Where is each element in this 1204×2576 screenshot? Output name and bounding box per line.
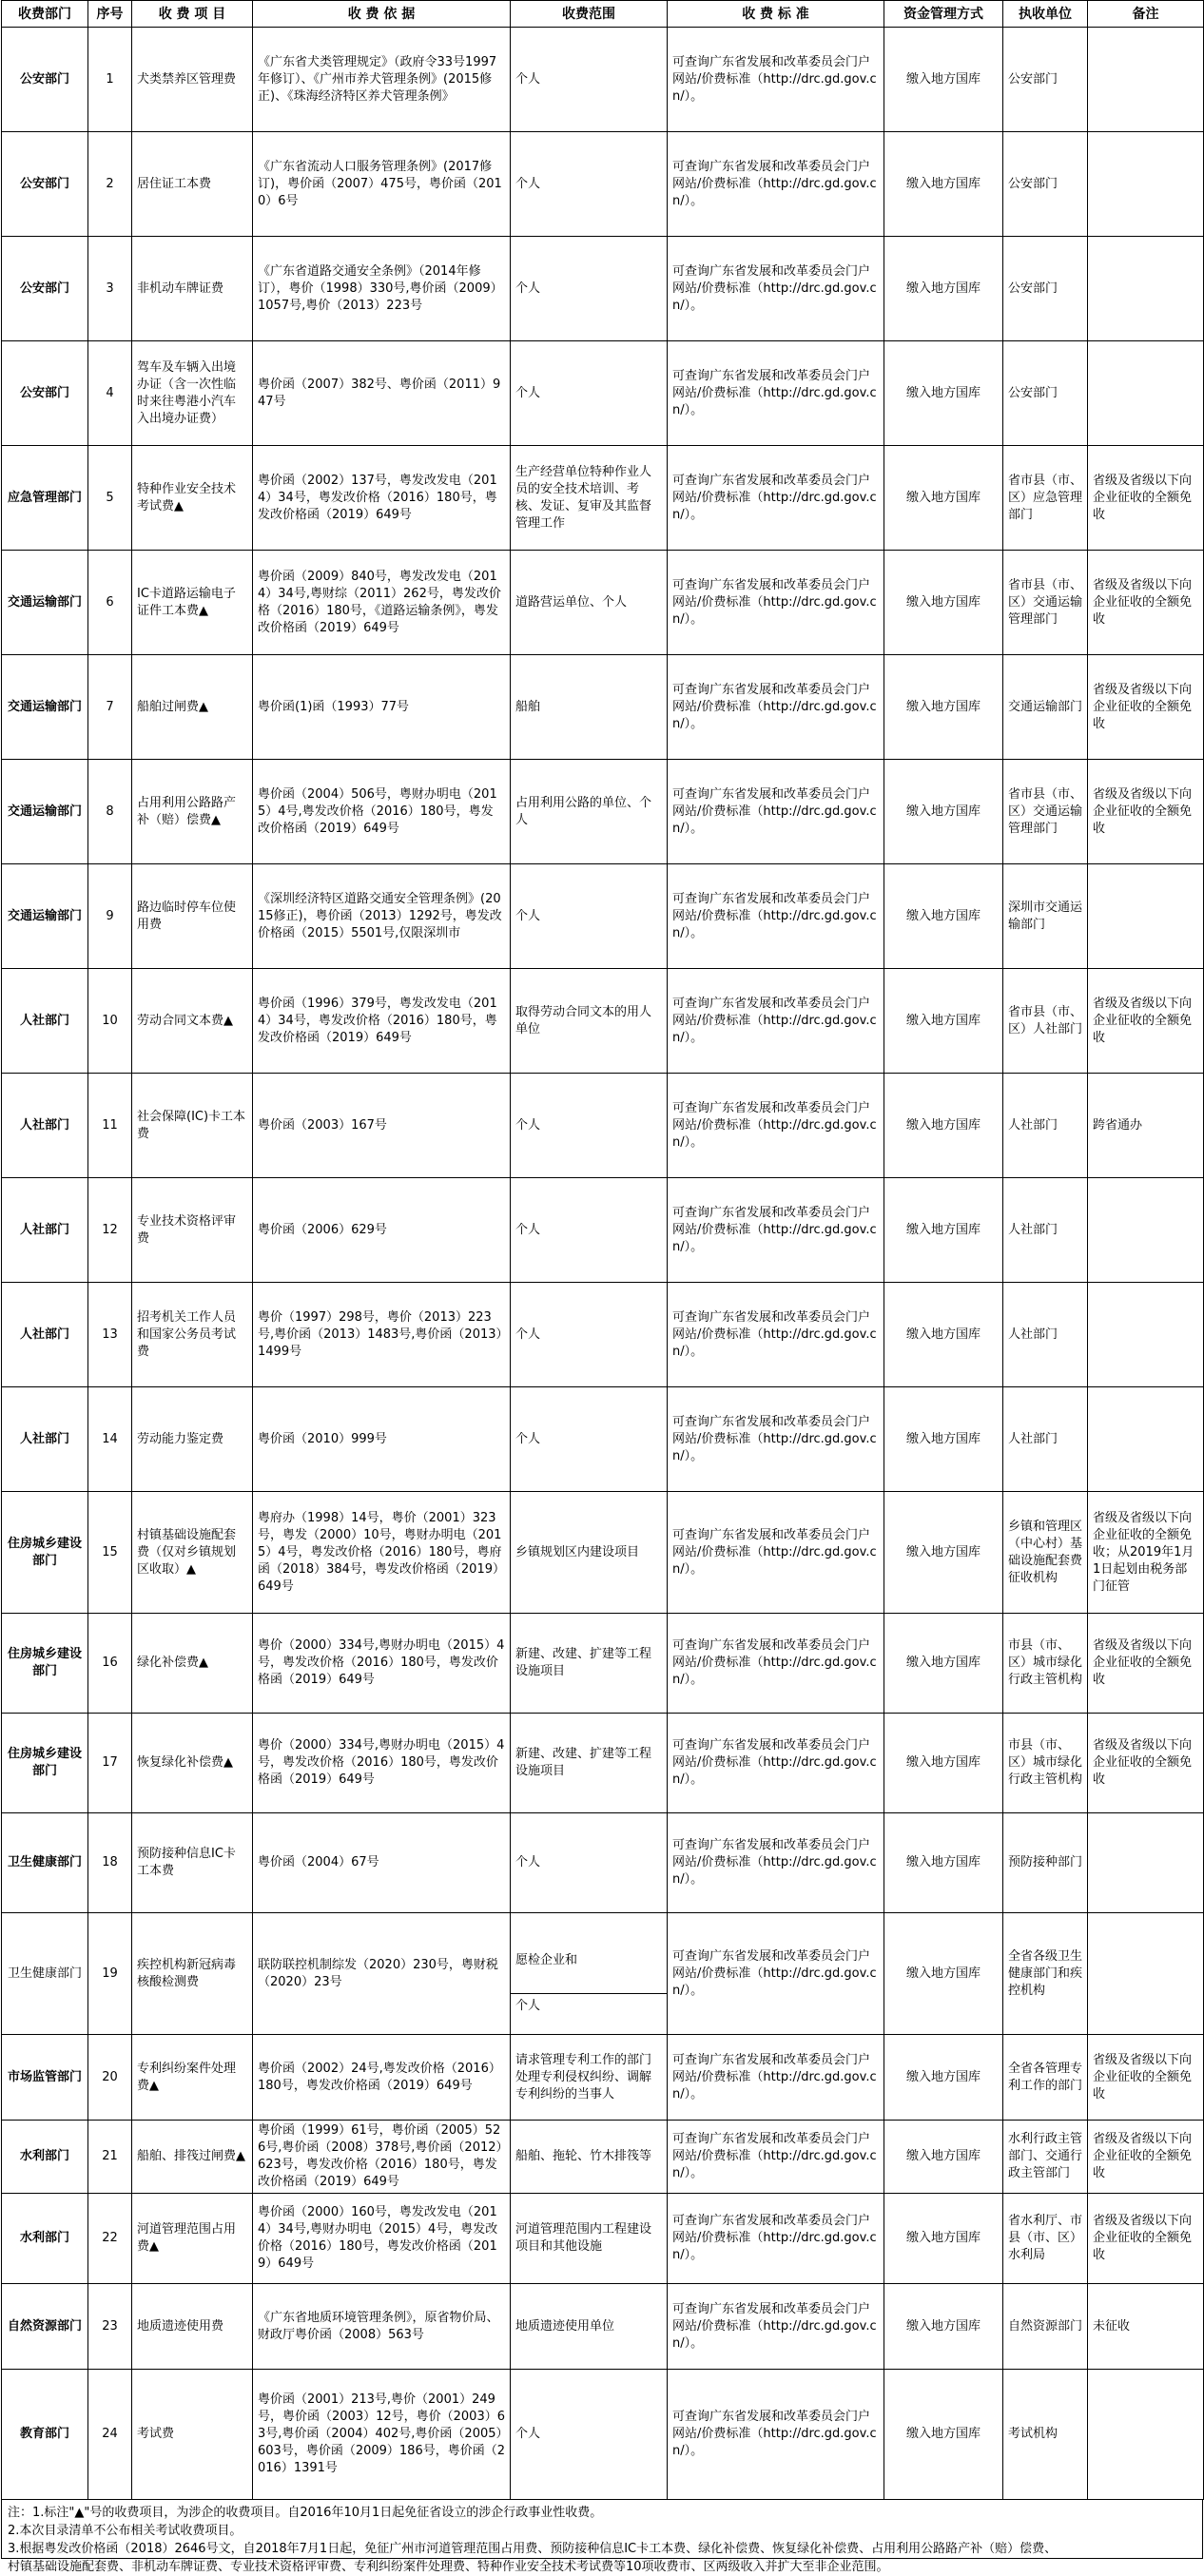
table-row — [2, 2370, 1204, 2500]
table-row — [2, 237, 1204, 341]
cell-scope: 河道管理范围内工程建设项目和其他设施 — [511, 2194, 668, 2284]
cell-idx: 22 — [88, 2194, 132, 2284]
cell-note — [1088, 1178, 1204, 1283]
cell-note: 省级及省级以下向企业征收的全额免收 — [1088, 551, 1204, 655]
cell-item: 非机动车牌证费 — [132, 237, 253, 341]
cell-basis: 《广东省地质环境管理条例》，原省物价局、财政厅粤价函（2008）563号 — [253, 2284, 511, 2370]
header-scope: 收费范围 — [511, 1, 668, 28]
cell-unit: 全省各管理专利工作的部门 — [1003, 2035, 1088, 2121]
cell-mgmt: 缴入地方国库 — [884, 1387, 1003, 1492]
cell-dept: 公安部门 — [2, 341, 88, 446]
cell-note — [1088, 132, 1204, 237]
cell-scope: 个人 — [511, 341, 668, 446]
cell-scope: 新建、改建、扩建等工程设施项目 — [511, 1614, 668, 1714]
cell-mgmt: 缴入地方国库 — [884, 2121, 1003, 2194]
cell-note: 省级及省级以下向企业征收的全额免收 — [1088, 2121, 1204, 2194]
cell-basis: 《广东省流动人口服务管理条例》(2017修订)，粤价函（2007）475号，粤价函（2010）6号 — [253, 132, 511, 237]
cell-idx: 13 — [88, 1283, 132, 1387]
notes-section — [1, 2500, 1203, 2574]
table-row — [2, 28, 1204, 132]
cell-item: 村镇基础设施配套费（仅对乡镇规划区收取）▲ — [132, 1492, 253, 1614]
cell-mgmt: 缴入地方国库 — [884, 2370, 1003, 2500]
cell-idx: 4 — [88, 341, 132, 446]
cell-dept: 公安部门 — [2, 132, 88, 237]
cell-basis: 粤价函（2002）24号,粤发改价格（2016）180号，粤发改价格函（2019）649号 — [253, 2035, 511, 2121]
cell-note — [1088, 1813, 1204, 1913]
cell-dept: 住房城乡建设部门 — [2, 1614, 88, 1714]
cell-item: 路边临时停车位使用费 — [132, 864, 253, 969]
cell-idx: 12 — [88, 1178, 132, 1283]
cell-dept: 人社部门 — [2, 1387, 88, 1492]
cell-note — [1088, 1387, 1204, 1492]
cell-item: 特种作业安全技术考试费▲ — [132, 446, 253, 551]
cell-std: 可查询广东省发展和改革委员会门户网站/价费标准（http://drc.gd.gov.cn/）。 — [668, 1813, 884, 1913]
cell-dept: 住房城乡建设部门 — [2, 1492, 88, 1614]
cell-idx: 6 — [88, 551, 132, 655]
cell-dept: 教育部门 — [2, 2370, 88, 2500]
cell-note: 省级及省级以下向企业征收的全额免收 — [1088, 2194, 1204, 2284]
cell-note: 省级及省级以下向企业征收的全额免收 — [1088, 760, 1204, 864]
table-row — [2, 1714, 1204, 1813]
cell-idx: 21 — [88, 2121, 132, 2194]
cell-idx: 19 — [88, 1913, 132, 2035]
cell-note — [1088, 341, 1204, 446]
cell-idx: 8 — [88, 760, 132, 864]
cell-item: 绿化补偿费▲ — [132, 1614, 253, 1714]
cell-idx: 20 — [88, 2035, 132, 2121]
cell-note: 省级及省级以下向企业征收的全额免收 — [1088, 655, 1204, 760]
cell-idx: 18 — [88, 1813, 132, 1913]
cell-item: 专利纠纷案件处理费▲ — [132, 2035, 253, 2121]
cell-idx: 16 — [88, 1614, 132, 1714]
note-line: 村镇基础设施配套费、非机动车牌证费、专业技术资格评审费、专利纠纷案件处理费、特种作业安全技术考试费等10项收费市、区两级收入并扩大至非企业范围。 — [8, 2560, 889, 2574]
cell-basis: 粤价函（1996）379号，粤发改发电（2014）34号，粤发改价格（2016）180号，粤发改价格函（2019）649号 — [253, 969, 511, 1074]
cell-dept: 市场监管部门 — [2, 2035, 88, 2121]
cell-scope: 生产经营单位特种作业人员的安全技术培训、考核、发证、复审及其监督管理工作 — [511, 446, 668, 551]
cell-basis: 粤价函（2009）840号，粤发改发电（2014）34号,粤财综（2011）262号，粤发改价格（2016）180号，《道路运输条例》，粤发改价格函（2019）649号 — [253, 551, 511, 655]
cell-mgmt: 缴入地方国库 — [884, 1913, 1003, 2035]
cell-scope: 船舶 — [511, 655, 668, 760]
cell-item: 考试费 — [132, 2370, 253, 2500]
cell-unit: 人社部门 — [1003, 1387, 1088, 1492]
cell-item: IC卡道路运输电子证件工本费▲ — [132, 551, 253, 655]
table-row — [2, 1387, 1204, 1492]
cell-std: 可查询广东省发展和改革委员会门户网站/价费标准（http://drc.gd.gov.cn/）。 — [668, 132, 884, 237]
cell-std: 可查询广东省发展和改革委员会门户网站/价费标准（http://drc.gd.gov.cn/）。 — [668, 1614, 884, 1714]
cell-mgmt: 缴入地方国库 — [884, 1283, 1003, 1387]
cell-basis: 粤价函（2010）999号 — [253, 1387, 511, 1492]
cell-unit: 自然资源部门 — [1003, 2284, 1088, 2370]
cell-mgmt: 缴入地方国库 — [884, 341, 1003, 446]
cell-unit: 公安部门 — [1003, 28, 1088, 132]
cell-scope: 个人 — [511, 1813, 668, 1913]
cell-scope: 个人 — [511, 864, 668, 969]
cell-unit: 水利行政主管部门、交通行政主管部门 — [1003, 2121, 1088, 2194]
cell-basis: 粤价函（2004）67号 — [253, 1813, 511, 1913]
table-row — [2, 1074, 1204, 1178]
cell-std: 可查询广东省发展和改革委员会门户网站/价费标准（http://drc.gd.gov.cn/）。 — [668, 28, 884, 132]
cell-basis: 粤府办（1998）14号，粤价（2001）323号，粤发（2000）10号，粤财办明电（2015）4号，粤发改价格（2016）180号，粤府函（2018）384号，粤发改价格函（2019）649号 — [253, 1492, 511, 1614]
header-basis: 收 费 依 据 — [253, 1, 511, 28]
cell-unit: 市县（市、区）城市绿化行政主管机构 — [1003, 1614, 1088, 1714]
cell-note: 省级及省级以下向企业征收的全额免收 — [1088, 969, 1204, 1074]
cell-note: 跨省通办 — [1088, 1074, 1204, 1178]
cell-item: 船舶、排筏过闸费▲ — [132, 2121, 253, 2194]
header-mgmt: 资金管理方式 — [884, 1, 1003, 28]
cell-unit: 市县（市、区）城市绿化行政主管机构 — [1003, 1714, 1088, 1813]
cell-dept: 住房城乡建设部门 — [2, 1714, 88, 1813]
cell-idx: 17 — [88, 1714, 132, 1813]
cell-unit: 全省各级卫生健康部门和疾控机构 — [1003, 1913, 1088, 2035]
cell-idx: 24 — [88, 2370, 132, 2500]
cell-unit: 省市县（市、区）人社部门 — [1003, 969, 1088, 1074]
cell-item: 劳动能力鉴定费 — [132, 1387, 253, 1492]
cell-std: 可查询广东省发展和改革委员会门户网站/价费标准（http://drc.gd.gov.cn/）。 — [668, 2284, 884, 2370]
table-row — [2, 1614, 1204, 1714]
cell-scope: 个人 — [511, 1387, 668, 1492]
cell-scope: 个人 — [511, 1178, 668, 1283]
cell-unit: 省市县（市、区）交通运输管理部门 — [1003, 551, 1088, 655]
table-row — [2, 2121, 1204, 2194]
cell-basis: 粤价（2000）334号,粤财办明电（2015）4号，粤发改价格（2016）180号，粤发改价格函（2019）649号 — [253, 1714, 511, 1813]
cell-std: 可查询广东省发展和改革委员会门户网站/价费标准（http://drc.gd.gov.cn/）。 — [668, 1283, 884, 1387]
table-row — [2, 1283, 1204, 1387]
cell-mgmt: 缴入地方国库 — [884, 2035, 1003, 2121]
cell-scope: 占用利用公路的单位、个人 — [511, 760, 668, 864]
cell-note — [1088, 864, 1204, 969]
note-line: 3.根据粤发改价格函（2018）2646号文，自2018年7月1日起，免征广州市河道管理范围占用费、预防接种信息IC卡工本费、绿化补偿费、恢复绿化补偿费、占用利用公路路产补（赔）偿费、 — [8, 2542, 1058, 2556]
cell-std: 可查询广东省发展和改革委员会门户网站/价费标准（http://drc.gd.gov.cn/）。 — [668, 760, 884, 864]
cell-item: 恢复绿化补偿费▲ — [132, 1714, 253, 1813]
cell-scope: 地质遗迹使用单位 — [511, 2284, 668, 2370]
cell-note — [1088, 1913, 1204, 2035]
cell-note: 省级及省级以下向企业征收的全额免收 — [1088, 1614, 1204, 1714]
cell-mgmt: 缴入地方国库 — [884, 2194, 1003, 2284]
header-row — [2, 1, 1204, 28]
cell-std: 可查询广东省发展和改革委员会门户网站/价费标准（http://drc.gd.gov.cn/）。 — [668, 1492, 884, 1614]
cell-std: 可查询广东省发展和改革委员会门户网站/价费标准（http://drc.gd.gov.cn/）。 — [668, 1714, 884, 1813]
cell-mgmt: 缴入地方国库 — [884, 760, 1003, 864]
cell-std: 可查询广东省发展和改革委员会门户网站/价费标准（http://drc.gd.gov.cn/）。 — [668, 2194, 884, 2284]
cell-item: 居住证工本费 — [132, 132, 253, 237]
cell-scope: 乡镇规划区内建设项目 — [511, 1492, 668, 1614]
cell-dept: 交通运输部门 — [2, 760, 88, 864]
table-row — [2, 132, 1204, 237]
cell-dept: 人社部门 — [2, 969, 88, 1074]
fee-table-body — [2, 28, 1204, 2500]
cell-mgmt: 缴入地方国库 — [884, 969, 1003, 1074]
cell-mgmt: 缴入地方国库 — [884, 864, 1003, 969]
cell-item: 驾车及车辆入出境办证（含一次性临时来往粤港小汽车入出境办证费） — [132, 341, 253, 446]
cell-std: 可查询广东省发展和改革委员会门户网站/价费标准（http://drc.gd.gov.cn/）。 — [668, 655, 884, 760]
cell-mgmt: 缴入地方国库 — [884, 1074, 1003, 1178]
cell-dept: 水利部门 — [2, 2121, 88, 2194]
cell-item: 河道管理范围占用费▲ — [132, 2194, 253, 2284]
cell-item: 犬类禁养区管理费 — [132, 28, 253, 132]
cell-note: 省级及省级以下向企业征收的全额免收 — [1088, 1714, 1204, 1813]
header-note: 备注 — [1088, 1, 1204, 28]
cell-std: 可查询广东省发展和改革委员会门户网站/价费标准（http://drc.gd.gov.cn/）。 — [668, 1178, 884, 1283]
cell-unit: 乡镇和管理区（中心村）基础设施配套费征收机构 — [1003, 1492, 1088, 1614]
header-item: 收 费 项 目 — [132, 1, 253, 28]
cell-std: 可查询广东省发展和改革委员会门户网站/价费标准（http://drc.gd.gov.cn/）。 — [668, 237, 884, 341]
cell-note: 省级及省级以下向企业征收的全额免收 — [1088, 2035, 1204, 2121]
cell-basis: 联防联控机制综发（2020）230号，粤财税（2020）23号 — [253, 1913, 511, 2035]
cell-mgmt: 缴入地方国库 — [884, 2284, 1003, 2370]
note-line: 2.本次目录清单不公布相关考试收费项目。 — [8, 2524, 243, 2538]
table-row — [2, 446, 1204, 551]
header-idx: 序号 — [88, 1, 132, 28]
header-unit: 执收单位 — [1003, 1, 1088, 28]
cell-idx: 1 — [88, 28, 132, 132]
cell-dept: 人社部门 — [2, 1074, 88, 1178]
cell-dept: 卫生健康部门 — [2, 1913, 88, 2035]
cell-unit: 人社部门 — [1003, 1178, 1088, 1283]
cell-unit: 省水利厅、市县（市、区）水利局 — [1003, 2194, 1088, 2284]
cell-mgmt: 缴入地方国库 — [884, 1714, 1003, 1813]
cell-idx: 7 — [88, 655, 132, 760]
cell-item: 招考机关工作人员和国家公务员考试费 — [132, 1283, 253, 1387]
cell-unit: 交通运输部门 — [1003, 655, 1088, 760]
cell-note — [1088, 237, 1204, 341]
cell-note — [1088, 28, 1204, 132]
cell-idx: 14 — [88, 1387, 132, 1492]
cell-idx: 5 — [88, 446, 132, 551]
cell-basis: 粤价函(1)函（1993）77号 — [253, 655, 511, 760]
cell-dept: 应急管理部门 — [2, 446, 88, 551]
cell-scope: 请求管理专利工作的部门处理专利侵权纠纷、调解专利纠纷的当事人 — [511, 2035, 668, 2121]
cell-std: 可查询广东省发展和改革委员会门户网站/价费标准（http://drc.gd.gov.cn/）。 — [668, 446, 884, 551]
cell-unit: 人社部门 — [1003, 1283, 1088, 1387]
cell-mgmt: 缴入地方国库 — [884, 28, 1003, 132]
cell-idx: 23 — [88, 2284, 132, 2370]
cell-basis: 《广东省道路交通安全条例》（2014年修订），粤价（1998）330号,粤价函（2009）1057号,粤价（2013）223号 — [253, 237, 511, 341]
header-dept: 收费部门 — [2, 1, 88, 28]
cell-dept: 水利部门 — [2, 2194, 88, 2284]
table-row — [2, 864, 1204, 969]
cell-idx: 11 — [88, 1074, 132, 1178]
cell-basis: 粤价函（2001）213号,粤价（2001）249号，粤价函（2003）12号，粤价（2003）63号,粤价函（2004）402号,粤价函（2005）603号，粤价函（2009）186号，粤价函（2016）1391号 — [253, 2370, 511, 2500]
cell-dept: 交通运输部门 — [2, 864, 88, 969]
cell-basis: 粤价函（2004）506号，粤财办明电（2015）4号,粤发改价格（2016）180号，粤发改价格函（2019）649号 — [253, 760, 511, 864]
cell-idx: 2 — [88, 132, 132, 237]
cell-basis: 《深圳经济特区道路交通安全管理条例》(2015修正)，粤价函（2013）1292号，粤发改价格函（2015）5501号,仅限深圳市 — [253, 864, 511, 969]
cell-scope: 个人 — [511, 1283, 668, 1387]
table-row — [2, 655, 1204, 760]
cell-std: 可查询广东省发展和改革委员会门户网站/价费标准（http://drc.gd.gov.cn/）。 — [668, 2121, 884, 2194]
cell-scope-line: 愿检企业和 — [515, 1953, 578, 1967]
cell-unit: 深圳市交通运输部门 — [1003, 864, 1088, 969]
cell-note — [1088, 2370, 1204, 2500]
cell-scope — [511, 1913, 668, 2035]
cell-mgmt: 缴入地方国库 — [884, 1813, 1003, 1913]
cell-std: 可查询广东省发展和改革委员会门户网站/价费标准（http://drc.gd.gov.cn/）。 — [668, 341, 884, 446]
cell-scope: 新建、改建、扩建等工程设施项目 — [511, 1714, 668, 1813]
cell-mgmt: 缴入地方国库 — [884, 132, 1003, 237]
cell-scope: 个人 — [511, 28, 668, 132]
cell-item: 劳动合同文本费▲ — [132, 969, 253, 1074]
cell-mgmt: 缴入地方国库 — [884, 655, 1003, 760]
cell-mgmt: 缴入地方国库 — [884, 1178, 1003, 1283]
cell-note: 未征收 — [1088, 2284, 1204, 2370]
cell-std: 可查询广东省发展和改革委员会门户网站/价费标准（http://drc.gd.gov.cn/）。 — [668, 1913, 884, 2035]
cell-scope: 道路营运单位、个人 — [511, 551, 668, 655]
cell-std: 可查询广东省发展和改革委员会门户网站/价费标准（http://drc.gd.gov.cn/）。 — [668, 1387, 884, 1492]
cell-scope: 个人 — [511, 132, 668, 237]
cell-idx: 15 — [88, 1492, 132, 1614]
cell-idx: 3 — [88, 237, 132, 341]
cell-divider — [511, 1993, 667, 1994]
table-row — [2, 2284, 1204, 2370]
table-row — [2, 2035, 1204, 2121]
cell-idx: 10 — [88, 969, 132, 1074]
cell-basis: 粤价函（2007）382号、粤价函（2011）947号 — [253, 341, 511, 446]
cell-dept: 人社部门 — [2, 1283, 88, 1387]
cell-std: 可查询广东省发展和改革委员会门户网站/价费标准（http://drc.gd.gov.cn/）。 — [668, 969, 884, 1074]
table-row — [2, 341, 1204, 446]
cell-basis: 粤价函（2002）137号，粤发改发电（2014）34号，粤发改价格（2016）180号，粤发改价格函（2019）649号 — [253, 446, 511, 551]
cell-basis: 粤价（2000）334号,粤财办明电（2015）4号，粤发改价格（2016）180号，粤发改价格函（2019）649号 — [253, 1614, 511, 1714]
cell-basis: 《广东省犬类管理规定》（政府令33号1997年修订）、《广州市养犬管理条例》(2015修正)、《珠海经济特区养犬管理条例》 — [253, 28, 511, 132]
cell-item: 占用利用公路路产补（赔）偿费▲ — [132, 760, 253, 864]
table-row — [2, 1913, 1204, 2035]
cell-std: 可查询广东省发展和改革委员会门户网站/价费标准（http://drc.gd.gov.cn/）。 — [668, 2370, 884, 2500]
cell-std: 可查询广东省发展和改革委员会门户网站/价费标准（http://drc.gd.gov.cn/）。 — [668, 1074, 884, 1178]
cell-dept: 公安部门 — [2, 28, 88, 132]
cell-dept: 公安部门 — [2, 237, 88, 341]
cell-item: 社会保障(IC)卡工本费 — [132, 1074, 253, 1178]
cell-unit: 公安部门 — [1003, 237, 1088, 341]
cell-unit: 公安部门 — [1003, 132, 1088, 237]
cell-unit: 人社部门 — [1003, 1074, 1088, 1178]
cell-mgmt: 缴入地方国库 — [884, 1492, 1003, 1614]
cell-basis: 粤价函（2000）160号，粤发改发电（2014）34号,粤财办明电（2015）4号，粤发改价格（2016）180号，粤发改价格函（2019）649号 — [253, 2194, 511, 2284]
cell-unit: 省市县（市、区）交通运输管理部门 — [1003, 760, 1088, 864]
table-row — [2, 1178, 1204, 1283]
cell-unit: 考试机构 — [1003, 2370, 1088, 2500]
table-row — [2, 760, 1204, 864]
cell-unit: 省市县（市、区）应急管理部门 — [1003, 446, 1088, 551]
cell-std: 可查询广东省发展和改革委员会门户网站/价费标准（http://drc.gd.gov.cn/）。 — [668, 2035, 884, 2121]
cell-item: 预防接种信息IC卡工本费 — [132, 1813, 253, 1913]
cell-dept: 交通运输部门 — [2, 655, 88, 760]
table-row — [2, 551, 1204, 655]
cell-idx: 9 — [88, 864, 132, 969]
cell-scope: 船舶、拖轮、竹木排筏等 — [511, 2121, 668, 2194]
cell-item: 地质遗迹使用费 — [132, 2284, 253, 2370]
cell-item: 专业技术资格评审费 — [132, 1178, 253, 1283]
cell-mgmt: 缴入地方国库 — [884, 1614, 1003, 1714]
cell-mgmt: 缴入地方国库 — [884, 446, 1003, 551]
header-std: 收 费 标 准 — [668, 1, 884, 28]
cell-std: 可查询广东省发展和改革委员会门户网站/价费标准（http://drc.gd.gov.cn/）。 — [668, 551, 884, 655]
cell-basis: 粤价（1997）298号，粤价（2013）223号,粤价函（2013）1483号,粤价函（2013）1499号 — [253, 1283, 511, 1387]
cell-basis: 粤价函（1999）61号，粤价函（2005）526号,粤价函（2008）378号,粤价函（2012）623号，粤发改价格（2016）180号，粤发改价格函（2019）649号 — [253, 2121, 511, 2194]
fee-table — [1, 0, 1204, 2500]
table-row — [2, 969, 1204, 1074]
cell-note: 省级及省级以下向企业征收的全额免收 — [1088, 446, 1204, 551]
cell-item: 疾控机构新冠病毒核酸检测费 — [132, 1913, 253, 2035]
cell-unit: 预防接种部门 — [1003, 1813, 1088, 1913]
table-row — [2, 2194, 1204, 2284]
cell-scope-line: 个人 — [515, 1999, 541, 2013]
cell-dept: 卫生健康部门 — [2, 1813, 88, 1913]
cell-mgmt: 缴入地方国库 — [884, 237, 1003, 341]
cell-note — [1088, 1283, 1204, 1387]
cell-scope: 取得劳动合同文本的用人单位 — [511, 969, 668, 1074]
cell-dept: 人社部门 — [2, 1178, 88, 1283]
table-row — [2, 1813, 1204, 1913]
cell-std: 可查询广东省发展和改革委员会门户网站/价费标准（http://drc.gd.gov.cn/）。 — [668, 864, 884, 969]
cell-scope: 个人 — [511, 1074, 668, 1178]
cell-note: 省级及省级以下向企业征收的全额免收；从2019年1月1日起划由税务部门征管 — [1088, 1492, 1204, 1614]
note-line: 注：1.标注"▲"号的收费项目，为涉企的收费项目。自2016年10月1日起免征省设立的涉企行政事业性收费。 — [8, 2506, 603, 2520]
cell-item: 船舶过闸费▲ — [132, 655, 253, 760]
cell-dept: 交通运输部门 — [2, 551, 88, 655]
cell-scope: 个人 — [511, 237, 668, 341]
cell-basis: 粤价函（2006）629号 — [253, 1178, 511, 1283]
cell-unit: 公安部门 — [1003, 341, 1088, 446]
cell-basis: 粤价函（2003）167号 — [253, 1074, 511, 1178]
table-row — [2, 1492, 1204, 1614]
cell-dept: 自然资源部门 — [2, 2284, 88, 2370]
cell-scope: 个人 — [511, 2370, 668, 2500]
cell-mgmt: 缴入地方国库 — [884, 551, 1003, 655]
